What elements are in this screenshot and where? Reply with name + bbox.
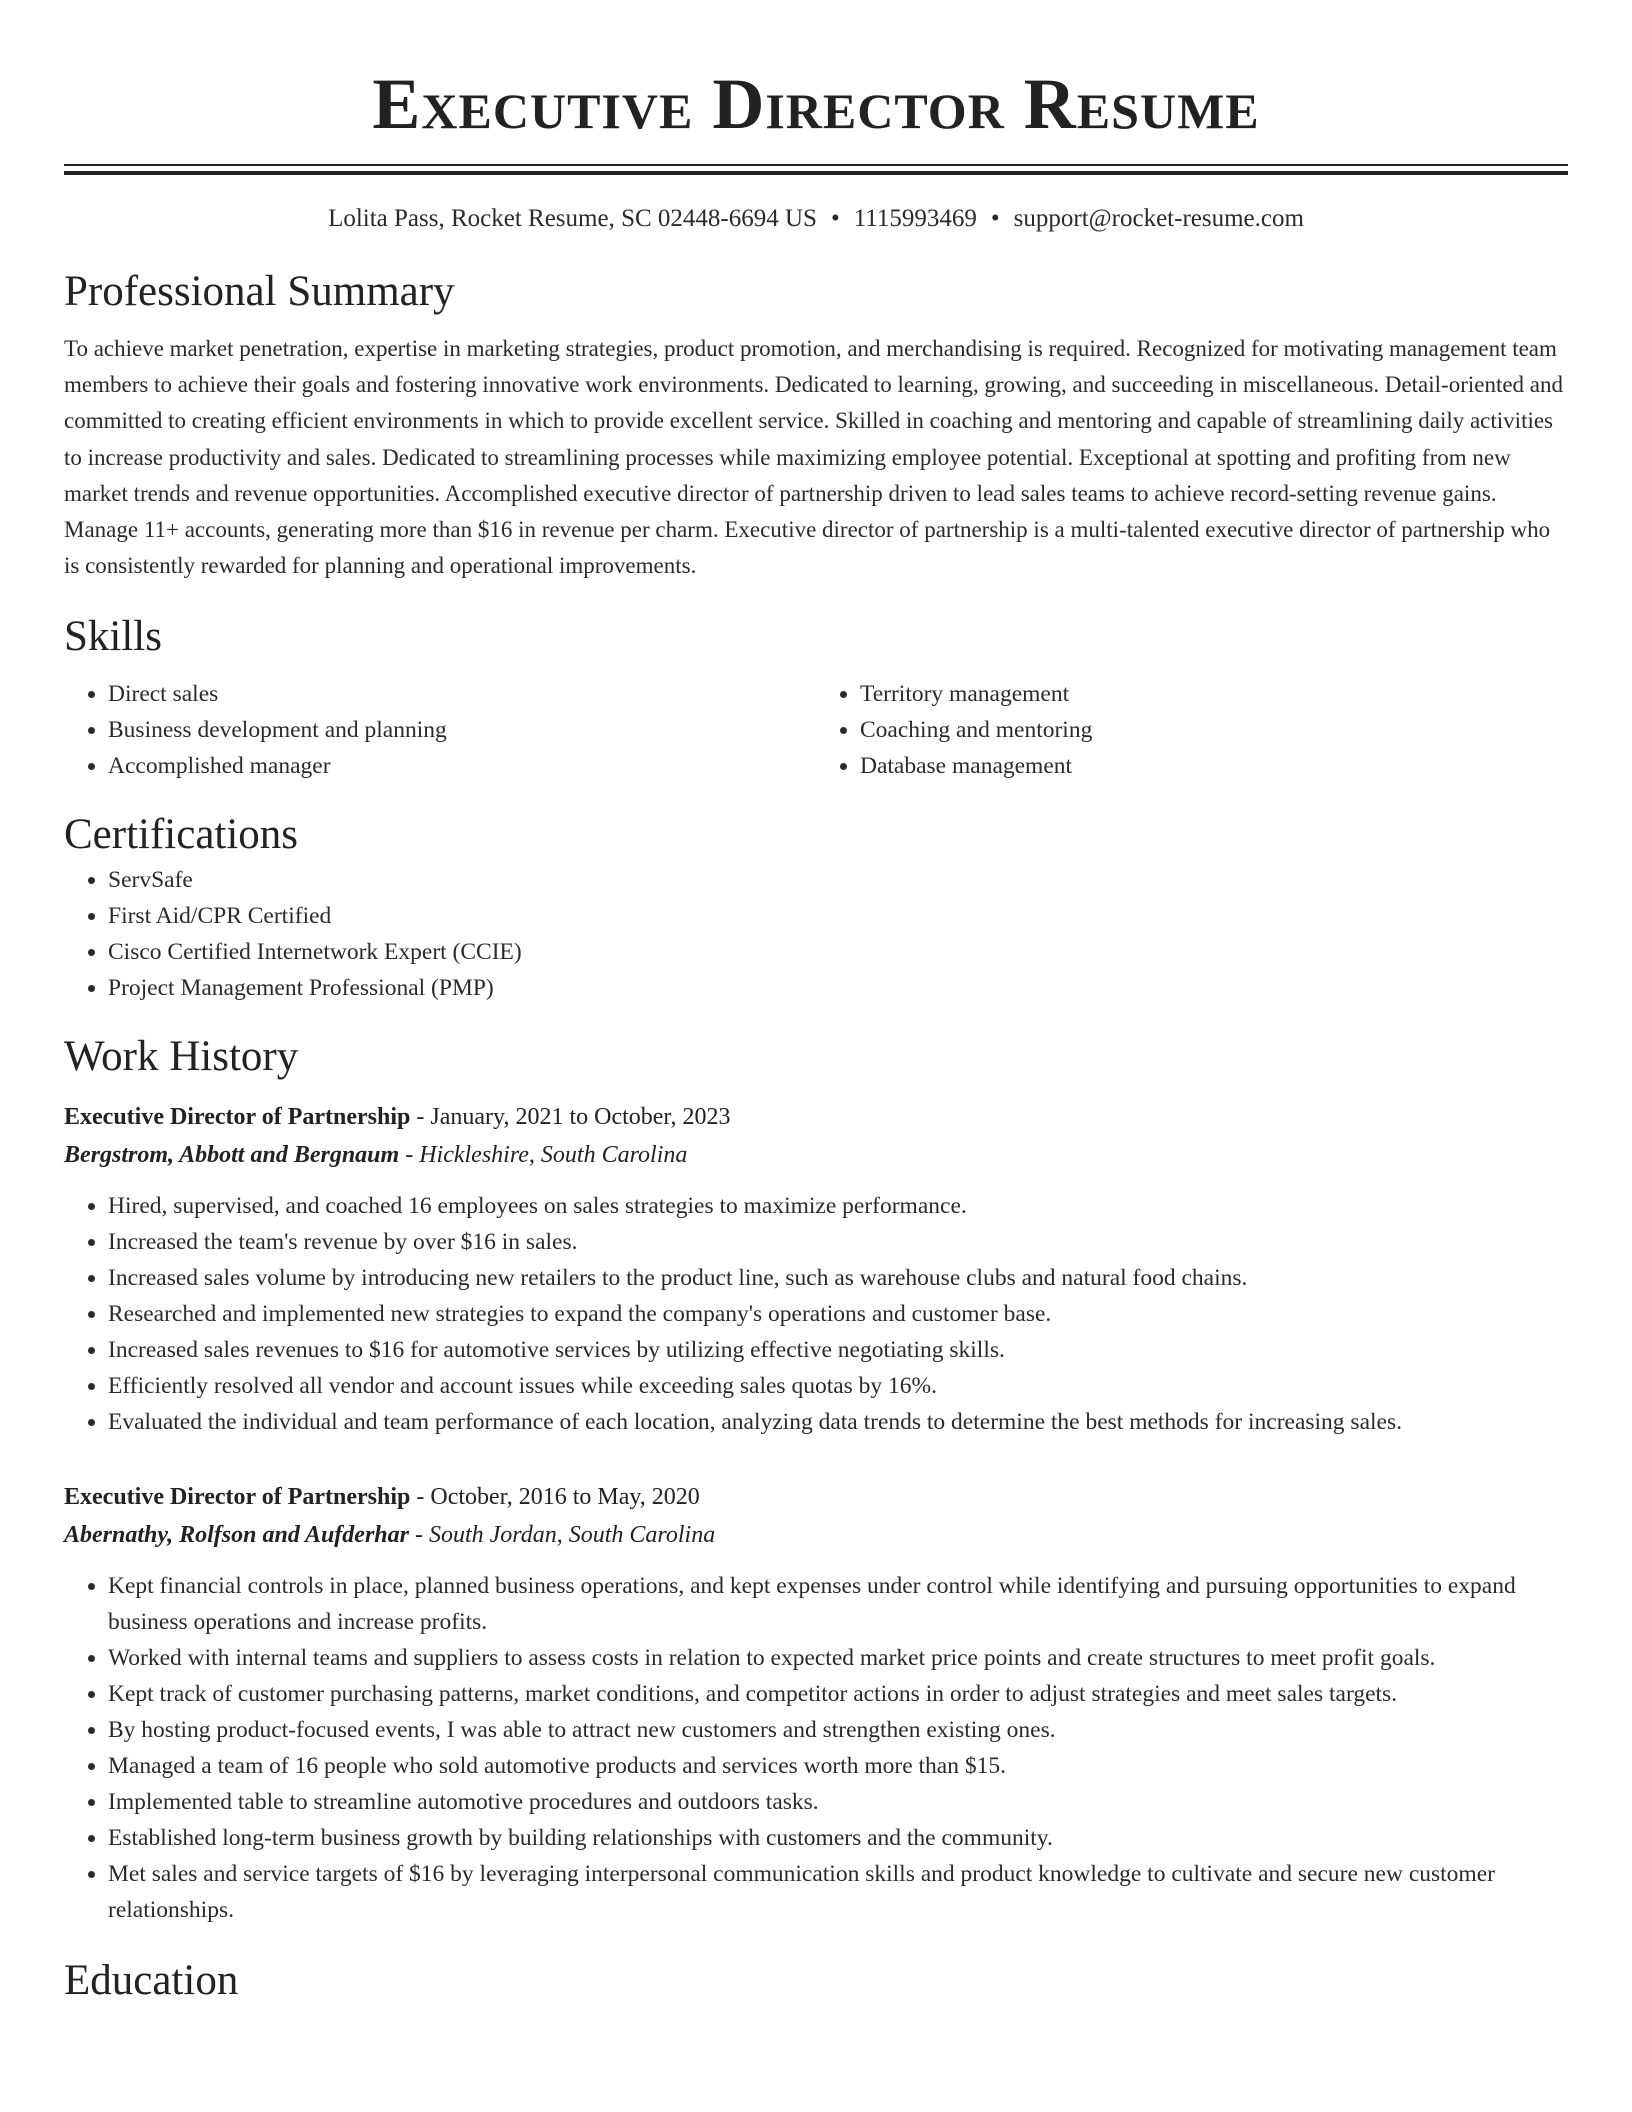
- resume-title: Executive Director Resume: [372, 64, 1260, 144]
- job-dates: January, 2021 to October, 2023: [430, 1104, 731, 1131]
- job-duty-item: • Increased sales volume by introducing new retailers to the product line, such as warehouse clubs and natural food chains.: [108, 1260, 1568, 1296]
- skill-item: • Territory management: [860, 676, 1568, 712]
- education-heading: Education: [64, 1957, 239, 2005]
- job-company-line: Bergstrom, Abbott and Bergnaum - Hickleshire, South Carolina: [64, 1142, 688, 1169]
- certifications-list: [64, 862, 1568, 1006]
- job-location: Hickleshire, South Carolina: [419, 1142, 688, 1169]
- contact-phone: 1115993469: [853, 205, 977, 232]
- job-company: Bergstrom, Abbott and Bergnaum: [64, 1142, 400, 1169]
- work-history-section: [64, 1030, 1568, 1928]
- job-duty-item: • Implemented table to streamline automotive procedures and outdoors tasks.: [108, 1784, 1568, 1820]
- job-duty-item: • Increased the team's revenue by over $16 in sales.: [108, 1224, 1568, 1260]
- job-entry: [64, 1098, 1568, 1440]
- skills-section: [64, 610, 1568, 784]
- summary-text: To achieve market penetration, expertise in marketing strategies, product promotion, and merchandising is required. Recognized for motivating management team members to achieve their goals and fostering innovative work environments. Dedicated to learning, growing, and succeeding in miscellaneous. Detail-oriented and committed to creating efficient environments in which to provide excellent service. Skilled in coaching and mentoring and capable of streamlining daily activities to increase productivity and sales. Dedicated to streamlining processes while maximizing employee potential. Exceptional at spotting and profiting from new market trends and revenue opportunities. Accomplished executive director of partnership driven to lead sales teams to achieve record-setting revenue gains. Manage 11+ accounts, generating more than $16 in revenue per charm. Executive director of partnership is a multi-talented executive director of partnership who is consistently rewarded for planning and operational improvements.: [64, 336, 1564, 579]
- job-duty-item: • Established long-term business growth by building relationships with customers and the community.: [108, 1820, 1568, 1856]
- skill-item: • Coaching and mentoring: [860, 712, 1568, 748]
- job-duty-item: • Met sales and service targets of $16 by leveraging interpersonal communication skills and product knowledge to cultivate and secure new customer relationships.: [108, 1856, 1568, 1928]
- job-location: South Jordan, South Carolina: [428, 1522, 716, 1549]
- education-section: [64, 1954, 1568, 2008]
- certification-item: • Project Management Professional (PMP): [108, 970, 1568, 1006]
- summary-heading: Professional Summary: [64, 268, 455, 315]
- job-duty-item: • Evaluated the individual and team performance of each location, analyzing data trends to determine the best methods for increasing sales.: [108, 1404, 1568, 1440]
- job-company: Abernathy, Rolfson and Aufderhar: [64, 1522, 409, 1549]
- job-duty-item: • Efficiently resolved all vendor and account issues while exceeding sales quotas by 16%.: [108, 1368, 1568, 1404]
- job-company-line: Abernathy, Rolfson and Aufderhar - South Jordan, South Carolina: [64, 1522, 716, 1549]
- contact-line: [64, 203, 1568, 235]
- job-duties-list: [64, 1568, 1568, 1928]
- certifications-section: [64, 808, 1568, 1006]
- certification-item: • First Aid/CPR Certified: [108, 898, 1568, 934]
- job-duty-item: • Managed a team of 16 people who sold automotive products and services worth more than $15.: [108, 1748, 1568, 1784]
- certifications-heading: Certifications: [64, 811, 299, 859]
- job-duty-item: • Kept financial controls in place, planned business operations, and kept expenses under control while identifying and pursuing opportunities to expand business operations and increase profits.: [108, 1568, 1568, 1640]
- job-title: Executive Director of Partnership: [64, 1104, 411, 1131]
- job-duty-item: • Worked with internal teams and suppliers to assess costs in relation to expected market price points and create structures to meet profit goals.: [108, 1640, 1568, 1676]
- skills-list-right: [816, 676, 1568, 784]
- contact-separator: •: [990, 205, 1000, 232]
- skill-item: • Business development and planning: [108, 712, 816, 748]
- job-duty-item: • Researched and implemented new strategies to expand the company's operations and customer base.: [108, 1296, 1568, 1332]
- job-title-line: Executive Director of Partnership - October, 2016 to May, 2020: [64, 1484, 700, 1511]
- job-duty-item: • Kept track of customer purchasing patterns, market conditions, and competitor actions in order to adjust strategies and meet sales targets.: [108, 1676, 1568, 1712]
- job-duty-item: • Hired, supervised, and coached 16 employees on sales strategies to maximize performance.: [108, 1188, 1568, 1224]
- title-divider: [64, 164, 1568, 175]
- skill-item: • Direct sales: [108, 676, 816, 712]
- skills-list-left: [64, 676, 816, 784]
- job-dates: October, 2016 to May, 2020: [430, 1484, 700, 1511]
- job-title: Executive Director of Partnership: [64, 1484, 411, 1511]
- skills-grid: [64, 676, 1568, 784]
- skill-item: • Accomplished manager: [108, 748, 816, 784]
- certification-item: • ServSafe: [108, 862, 1568, 898]
- job-duty-item: • By hosting product-focused events, I was able to attract new customers and strengthen existing ones.: [108, 1712, 1568, 1748]
- job-duty-item: • Increased sales revenues to $16 for automotive services by utilizing effective negotiating skills.: [108, 1332, 1568, 1368]
- job-title-line: Executive Director of Partnership - January, 2021 to October, 2023: [64, 1104, 731, 1131]
- job-entry: [64, 1478, 1568, 1928]
- skills-heading: Skills: [64, 613, 162, 661]
- summary-section: [64, 265, 1568, 584]
- job-duties-list: [64, 1188, 1568, 1440]
- work-history-heading: Work History: [64, 1033, 299, 1081]
- contact-separator: •: [830, 205, 840, 232]
- skill-item: • Database management: [860, 748, 1568, 784]
- contact-email: support@rocket-resume.com: [1013, 205, 1304, 232]
- contact-address: Lolita Pass, Rocket Resume, SC 02448-6694 US: [328, 205, 817, 232]
- resume-page: [64, 0, 1568, 2008]
- certification-item: • Cisco Certified Internetwork Expert (CCIE): [108, 934, 1568, 970]
